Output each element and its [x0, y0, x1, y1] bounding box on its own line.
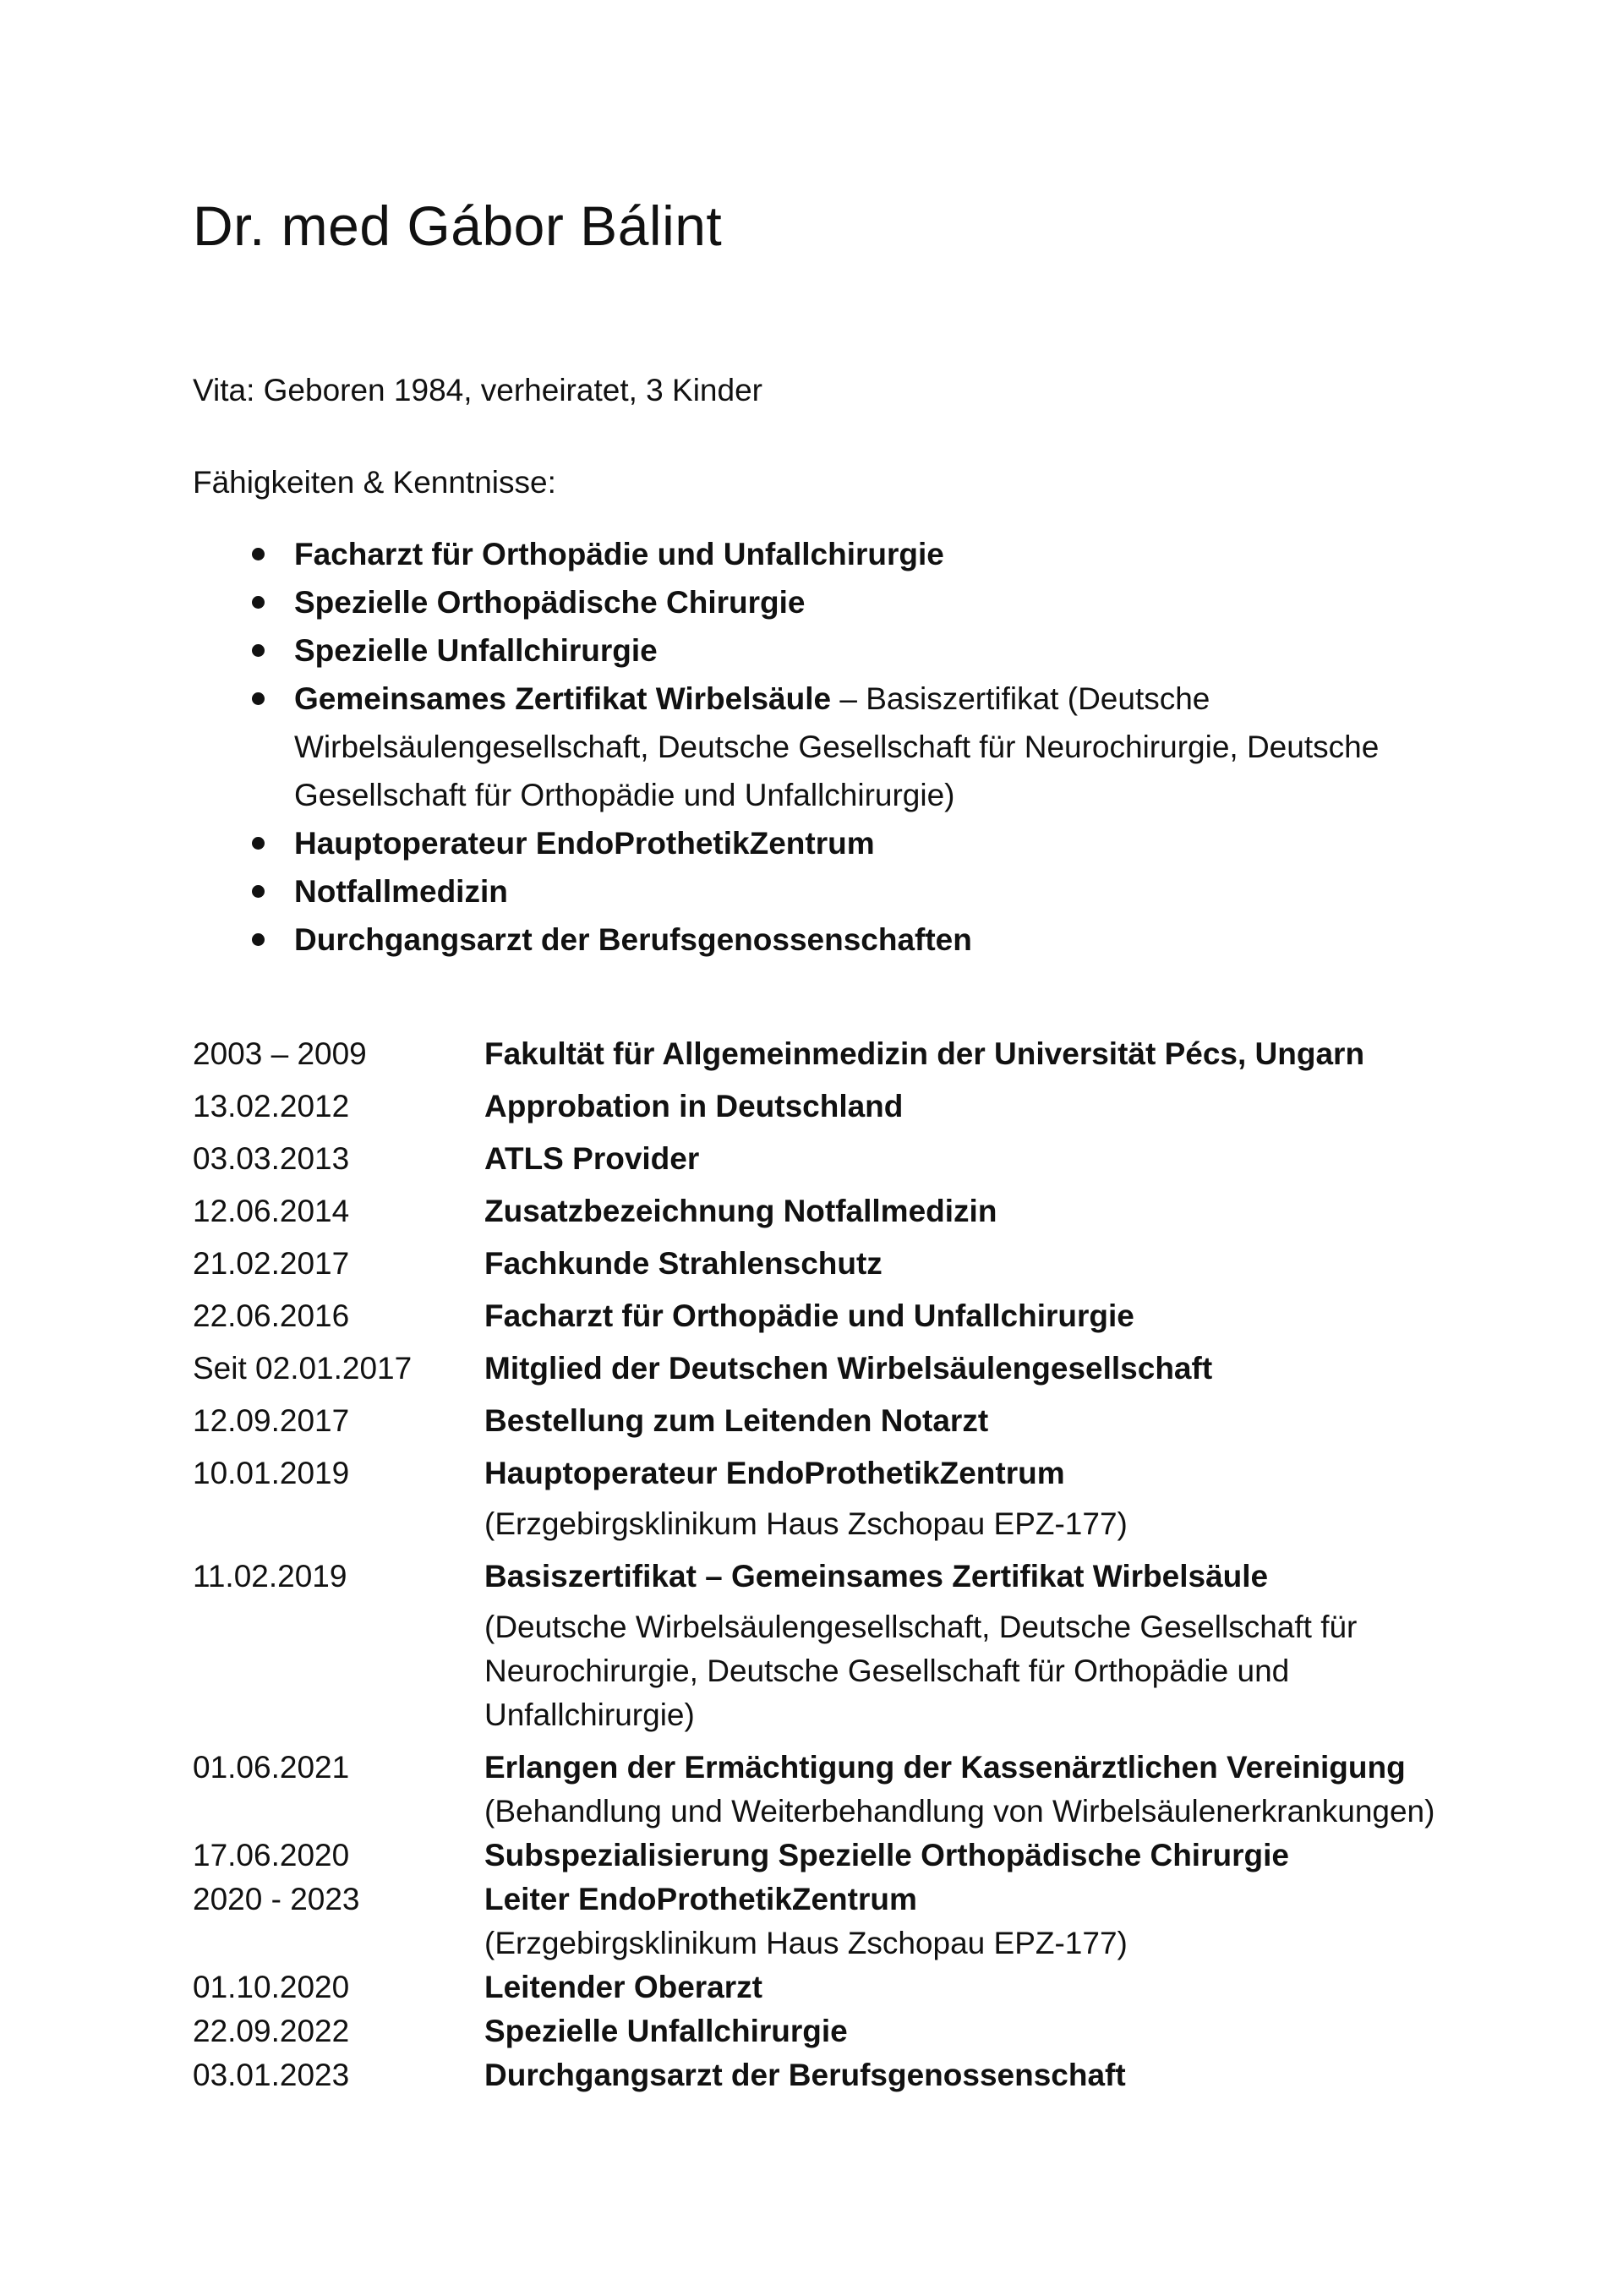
timeline-date: 12.06.2014	[193, 1194, 350, 1228]
timeline-content	[484, 2053, 1461, 2097]
timeline-content	[484, 2009, 1461, 2053]
timeline-date: 03.03.2013	[193, 1141, 350, 1176]
timeline-date: 17.06.2020	[193, 1838, 350, 1872]
timeline-row	[193, 1834, 1461, 1878]
timeline-date: 22.06.2016	[193, 1298, 350, 1333]
timeline-row	[193, 1399, 1461, 1443]
timeline-title: Basiszertifikat – Gemeinsames Zertifikat Wirbelsäule	[484, 1559, 1269, 1594]
timeline-note: (Deutsche Wirbelsäulengesellschaft, Deutsche Gesellschaft für Neurochirurgie, Deutsche Gesellschaft für Orthopädie und Unfallchirurgie)	[484, 1610, 1358, 1732]
bullet-icon	[252, 548, 265, 560]
timeline-content	[484, 1242, 1461, 1286]
skill-item	[193, 819, 1461, 867]
timeline-title: Leitender Oberarzt	[484, 1970, 762, 2004]
timeline-row	[193, 1451, 1461, 1546]
skill-label: Notfallmedizin	[294, 874, 508, 909]
timeline-row	[193, 1555, 1461, 1737]
timeline-title: Erlangen der Ermächtigung der Kassenärztlichen Vereinigung	[484, 1750, 1406, 1785]
timeline-date: 11.02.2019	[193, 1559, 347, 1594]
timeline-content	[484, 1965, 1461, 2009]
bullet-icon	[252, 692, 265, 705]
timeline-title: Fakultät für Allgemeinmedizin der Universität Pécs, Ungarn	[484, 1036, 1365, 1071]
timeline-row	[193, 1347, 1461, 1391]
skill-item	[193, 626, 1461, 675]
skill-item	[193, 578, 1461, 626]
bullet-icon	[252, 596, 265, 609]
timeline-note: (Erzgebirgsklinikum Haus Zschopau EPZ-177)	[484, 1506, 1128, 1541]
timeline-title: Bestellung zum Leitenden Notarzt	[484, 1403, 989, 1438]
timeline-date: 12.09.2017	[193, 1403, 350, 1438]
timeline-date: 22.09.2022	[193, 2014, 350, 2048]
skill-label: Spezielle Unfallchirurgie	[294, 633, 658, 668]
timeline-title: Durchgangsarzt der Berufsgenossenschaft	[484, 2058, 1126, 2092]
timeline-row	[193, 1085, 1461, 1129]
skill-label: Hauptoperateur EndoProthetikZentrum	[294, 826, 875, 861]
timeline-content	[484, 1032, 1461, 1076]
timeline-content	[484, 1137, 1461, 1181]
timeline-row	[193, 1878, 1461, 1965]
bullet-icon	[252, 837, 265, 850]
timeline-date: 13.02.2012	[193, 1089, 350, 1123]
timeline-content	[484, 1399, 1461, 1443]
timeline-date: 01.06.2021	[193, 1750, 350, 1785]
timeline-row	[193, 1746, 1461, 1834]
timeline-content	[484, 1746, 1461, 1834]
timeline-content	[484, 1085, 1461, 1129]
skill-item	[193, 867, 1461, 916]
timeline-title: Facharzt für Orthopädie und Unfallchirurgie	[484, 1298, 1134, 1333]
timeline-row	[193, 1137, 1461, 1181]
bullet-icon	[252, 933, 265, 946]
timeline-date: 01.10.2020	[193, 1970, 350, 2004]
timeline-title: Fachkunde Strahlenschutz	[484, 1246, 883, 1281]
skill-item	[193, 675, 1461, 819]
timeline-date: 21.02.2017	[193, 1246, 350, 1281]
timeline-row	[193, 1965, 1461, 2009]
timeline	[193, 1032, 1461, 2097]
skill-label: Spezielle Orthopädische Chirurgie	[294, 585, 806, 620]
timeline-title: Mitglied der Deutschen Wirbelsäulengesellschaft	[484, 1351, 1213, 1386]
timeline-content	[484, 1834, 1461, 1878]
skill-label: Gemeinsames Zertifikat Wirbelsäule	[294, 681, 832, 716]
timeline-row	[193, 1189, 1461, 1233]
skill-item	[193, 916, 1461, 964]
bullet-icon	[252, 885, 265, 898]
timeline-title: Zusatzbezeichnung Notfallmedizin	[484, 1194, 997, 1228]
timeline-note: (Behandlung und Weiterbehandlung von Wirbelsäulenerkrankungen)	[484, 1794, 1435, 1829]
skill-label: Facharzt für Orthopädie und Unfallchirurgie	[294, 537, 944, 571]
timeline-content	[484, 1347, 1461, 1391]
timeline-content	[484, 1451, 1461, 1546]
skill-detail: – Basiszertifikat (Deutsche Wirbelsäulengesellschaft, Deutsche Gesellschaft für Neurochirurgie, Deutsche Gesellschaft für Orthopädie und Unfallchirurgie)	[294, 681, 1380, 812]
skills-heading: Fähigkeiten & Kenntnisse:	[193, 465, 556, 500]
timeline-title: Leiter EndoProthetikZentrum	[484, 1882, 917, 1916]
timeline-date: 03.01.2023	[193, 2058, 350, 2092]
timeline-content	[484, 1189, 1461, 1233]
timeline-row	[193, 1032, 1461, 1076]
timeline-date: Seit 02.01.2017	[193, 1351, 413, 1386]
skills-list	[193, 530, 1461, 964]
timeline-date: 2020 - 2023	[193, 1882, 360, 1916]
timeline-title: Spezielle Unfallchirurgie	[484, 2014, 848, 2048]
timeline-note: (Erzgebirgsklinikum Haus Zschopau EPZ-177)	[484, 1926, 1128, 1960]
timeline-content	[484, 1294, 1461, 1338]
timeline-date: 2003 – 2009	[193, 1036, 367, 1071]
timeline-title: Approbation in Deutschland	[484, 1089, 904, 1123]
timeline-row	[193, 2053, 1461, 2097]
skill-label: Durchgangsarzt der Berufsgenossenschaften	[294, 922, 972, 957]
timeline-row	[193, 1242, 1461, 1286]
timeline-row	[193, 1294, 1461, 1338]
bullet-icon	[252, 644, 265, 657]
vita-line: Vita: Geboren 1984, verheiratet, 3 Kinder	[193, 373, 762, 407]
timeline-title: Hauptoperateur EndoProthetikZentrum	[484, 1456, 1065, 1490]
timeline-content	[484, 1878, 1461, 1965]
timeline-date: 10.01.2019	[193, 1456, 350, 1490]
timeline-title: ATLS Provider	[484, 1141, 700, 1176]
skill-item	[193, 530, 1461, 578]
timeline-title: Subspezialisierung Spezielle Orthopädische Chirurgie	[484, 1838, 1289, 1872]
timeline-content	[484, 1555, 1461, 1737]
page-title: Dr. med Gábor Bálint	[193, 194, 723, 257]
timeline-row	[193, 2009, 1461, 2053]
